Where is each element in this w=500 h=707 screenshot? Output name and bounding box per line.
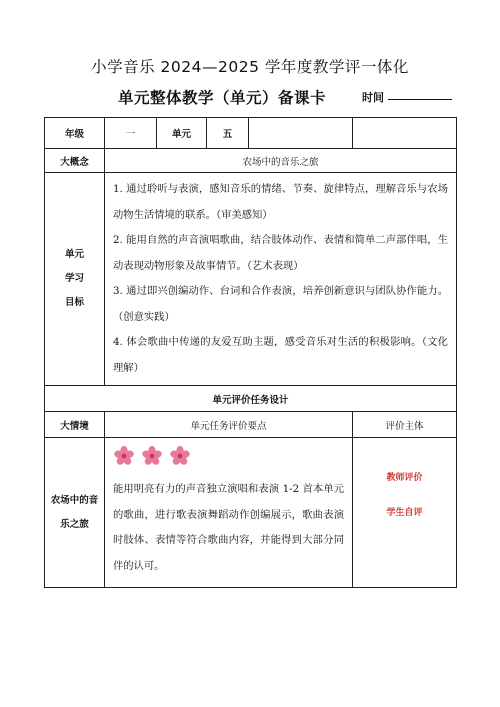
- grade-label: 年级: [45, 118, 105, 149]
- objective-item: 1. 通过聆听与表演，感知音乐的情绪、节奏、旋律特点，理解音乐与农场动物生活情境的联系。（审美感知）: [113, 183, 448, 221]
- info-row: [45, 118, 457, 149]
- grade-value: 一: [105, 118, 157, 149]
- objectives-label-line2: 学习: [64, 273, 84, 284]
- points-header: 单元任务评价要点: [105, 412, 353, 438]
- objective-item: 2. 能用自然的声音演唱歌曲，结合肢体动作、表情和简单二声部伴唱，生动表现动物形象及故事情节。（艺术表现）: [113, 234, 448, 272]
- teacher-eval-label: 教师评价: [386, 473, 423, 483]
- objective-item: 4. 体会歌曲中传递的友爱互助主题，感受音乐对生活的积极影响。（文化理解）: [113, 336, 448, 374]
- empty-cell: [353, 118, 457, 149]
- unit-label: 单元: [157, 118, 207, 149]
- objectives-label-line3: 目标: [64, 297, 84, 308]
- big-concept-label: 大概念: [45, 149, 105, 173]
- evaluation-title-row: [45, 386, 457, 412]
- task-points-cell: [105, 438, 353, 588]
- scenario-cell: [45, 438, 105, 588]
- objective-item: 3. 通过即兴创编动作、台词和合作表演，培养创新意识与团队协作能力。（创意实践）: [113, 285, 448, 323]
- objectives-label-line1: 单元: [64, 249, 84, 260]
- document-subtitle: 单元整体教学（单元）备课卡: [118, 89, 327, 107]
- big-concept-value: 农场中的音乐之旅: [105, 149, 457, 173]
- cherry-blossom-icon: [169, 445, 191, 467]
- task-description: 能用明亮有力的声音独立演唱和表演 1-2 首本单元的歌曲，进行歌表演舞蹈动作创编展示，歌曲表演时肢体、表情等符合歌曲内容，并能得到大部分同伴的认可。: [113, 483, 344, 572]
- document-title: 小学音乐 2024—2025 学年度教学评一体化: [91, 58, 409, 76]
- time-field-line[interactable]: [388, 99, 452, 100]
- objectives-row: [45, 173, 457, 386]
- evaluation-header-row: [45, 412, 457, 438]
- scenario-line2: 乐之旅: [60, 518, 89, 530]
- self-eval-label: 学生自评: [386, 508, 423, 518]
- evaluation-section-title: 单元评价任务设计: [45, 386, 457, 412]
- time-label: 时间: [362, 91, 384, 104]
- objectives-label: [45, 173, 105, 386]
- scenario-line1: 农场中的音: [50, 494, 99, 506]
- objectives-content: [105, 173, 457, 386]
- subject-cell: [353, 438, 457, 588]
- flower-rating: [105, 438, 352, 473]
- scenario-header: 大情境: [45, 412, 105, 438]
- evaluation-body-row: [45, 438, 457, 588]
- unit-value: 五: [207, 118, 249, 149]
- cherry-blossom-icon: [141, 445, 163, 467]
- big-concept-row: [45, 149, 457, 173]
- cherry-blossom-icon: [113, 445, 135, 467]
- empty-cell: [249, 118, 353, 149]
- lesson-plan-table: [44, 117, 457, 588]
- subject-header: 评价主体: [353, 412, 457, 438]
